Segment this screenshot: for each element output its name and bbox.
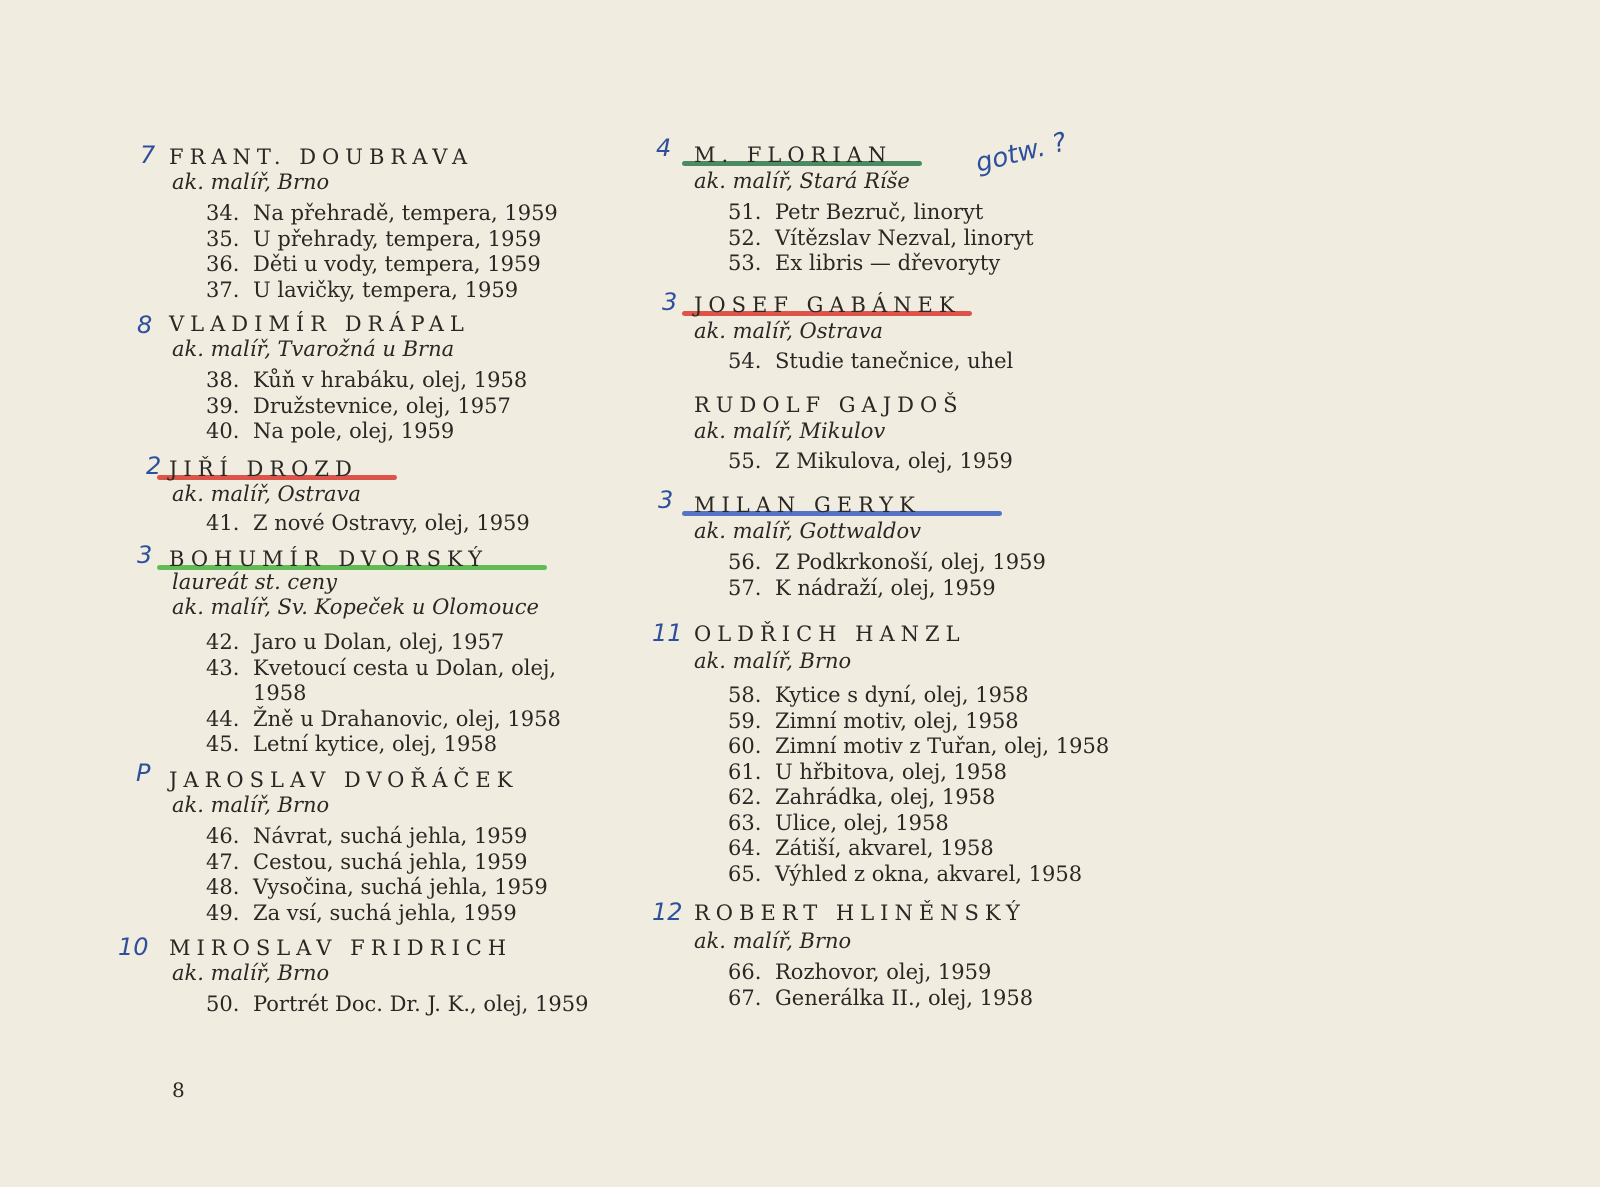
work-title: U přehrady, tempera, 1959 xyxy=(253,226,542,251)
work-title: Generálka II., olej, 1958 xyxy=(775,985,1034,1010)
work-number: 53. xyxy=(728,251,762,275)
works-list xyxy=(206,201,558,303)
work-number: 39. xyxy=(206,393,240,418)
artist-description: ak. malíř, Brno xyxy=(172,961,330,985)
work-title: Petr Bezruč, linoryt xyxy=(775,200,984,224)
work-number: 61. xyxy=(728,759,762,784)
work-number: 66. xyxy=(728,960,762,984)
artist-name-text: FRANT. DOUBRAVA xyxy=(169,145,474,169)
work-item xyxy=(206,278,558,304)
work-title: Letní kytice, olej, 1958 xyxy=(253,732,498,756)
work-number: 50. xyxy=(206,992,240,1016)
works-list xyxy=(728,349,1013,375)
work-item xyxy=(728,862,1109,888)
work-number: 49. xyxy=(206,900,240,925)
work-item xyxy=(728,709,1109,735)
work-number: 51. xyxy=(728,200,762,224)
work-item xyxy=(728,576,1046,602)
artist-name-text: VLADIMÍR DRÁPAL xyxy=(169,312,470,336)
works-list xyxy=(206,511,530,537)
work-title: Z Mikulova, olej, 1959 xyxy=(775,449,1013,473)
handwritten-number: 3 xyxy=(137,541,153,569)
handwritten-number: 8 xyxy=(137,311,153,339)
artist-name-text: MIROSLAV FRIDRICH xyxy=(169,936,513,960)
artist-description: ak. malíř, Gottwaldov xyxy=(694,519,922,543)
works-list xyxy=(206,630,561,758)
artist-name xyxy=(169,456,358,482)
work-item xyxy=(728,683,1109,709)
work-item xyxy=(206,201,558,227)
handwritten-annotation: gotw. ? xyxy=(972,127,1070,179)
artist-name-text: OLDŘICH HANZL xyxy=(694,622,966,646)
work-number: 44. xyxy=(206,706,240,731)
handwritten-number: 7 xyxy=(140,141,156,169)
artist-name-text: MILAN GERYK xyxy=(694,493,921,517)
work-item xyxy=(728,200,1034,226)
work-title: Na přehradě, tempera, 1959 xyxy=(253,201,558,225)
work-item xyxy=(206,707,561,733)
work-number: 38. xyxy=(206,368,240,392)
work-number: 67. xyxy=(728,985,762,1010)
handwritten-number: 3 xyxy=(658,486,674,514)
work-title: Zahrádka, olej, 1958 xyxy=(775,785,996,809)
works-list xyxy=(206,824,548,926)
work-number: 64. xyxy=(728,836,762,860)
work-title: Jaro u Dolan, olej, 1957 xyxy=(253,630,505,654)
work-number: 43. xyxy=(206,655,240,680)
handwritten-number: 4 xyxy=(656,134,672,162)
artist-description: laureát st. ceny xyxy=(172,570,338,594)
work-title: Vysočina, suchá jehla, 1959 xyxy=(253,875,548,899)
work-number: 45. xyxy=(206,732,240,756)
work-title: Zimní motiv z Tuřan, olej, 1958 xyxy=(775,734,1110,758)
work-item xyxy=(206,992,588,1018)
work-number: 41. xyxy=(206,511,240,535)
artist-name xyxy=(694,621,966,647)
artist-name-text: JAROSLAV DVOŘÁČEK xyxy=(169,768,519,792)
artist-name xyxy=(169,546,488,572)
artist-name xyxy=(694,392,964,418)
handwritten-number: P xyxy=(136,759,151,787)
works-list xyxy=(728,449,1013,475)
work-title: Návrat, suchá jehla, 1959 xyxy=(253,824,528,848)
work-item xyxy=(728,785,1109,811)
work-number: 58. xyxy=(728,683,762,707)
work-title-continued: 1958 xyxy=(253,681,307,705)
work-item xyxy=(206,368,527,394)
work-item xyxy=(206,824,548,850)
work-number: 56. xyxy=(728,550,762,574)
artist-name xyxy=(169,935,512,961)
work-number: 62. xyxy=(728,785,762,809)
work-number: 63. xyxy=(728,810,762,835)
artist-description: ak. malíř, Brno xyxy=(694,929,852,953)
artist-name xyxy=(694,900,1026,926)
handwritten-number: 10 xyxy=(118,933,149,961)
work-number: 35. xyxy=(206,226,240,251)
handwritten-number: 12 xyxy=(652,898,683,926)
work-number: 55. xyxy=(728,449,762,473)
works-list xyxy=(728,683,1109,887)
work-item xyxy=(728,349,1013,375)
work-title: K nádraží, olej, 1959 xyxy=(775,575,996,600)
work-title: Děti u vody, tempera, 1959 xyxy=(253,252,541,276)
work-title: U hřbitova, olej, 1958 xyxy=(775,759,1008,784)
work-title: Rozhovor, olej, 1959 xyxy=(775,960,992,984)
handwritten-number: 2 xyxy=(146,452,162,480)
work-title: Zátiší, akvarel, 1958 xyxy=(775,836,994,860)
work-number: 65. xyxy=(728,861,762,886)
works-list xyxy=(728,200,1034,277)
work-title: Kvetoucí cesta u Dolan, olej, xyxy=(253,655,557,680)
work-item xyxy=(728,760,1109,786)
work-item xyxy=(206,850,548,876)
page-number: 8 xyxy=(172,1078,185,1102)
work-title: Kůň v hrabáku, olej, 1958 xyxy=(253,368,528,392)
work-title: Vítězslav Nezval, linoryt xyxy=(775,225,1034,250)
work-title: Žně u Drahanovic, olej, 1958 xyxy=(253,706,561,731)
handwritten-number: 3 xyxy=(662,288,678,316)
works-list xyxy=(206,368,527,445)
artist-description: ak. malíř, Brno xyxy=(694,649,852,673)
work-item xyxy=(728,449,1013,475)
work-item xyxy=(728,811,1109,837)
artist-name xyxy=(694,142,892,168)
work-title: U lavičky, tempera, 1959 xyxy=(253,277,519,302)
work-title: Družstevnice, olej, 1957 xyxy=(253,393,511,418)
work-item xyxy=(206,419,527,445)
work-item xyxy=(728,836,1109,862)
work-item xyxy=(728,960,1033,986)
work-item xyxy=(728,251,1034,277)
work-title: Na pole, olej, 1959 xyxy=(253,419,455,443)
work-number: 60. xyxy=(728,734,762,758)
work-title: Výhled z okna, akvarel, 1958 xyxy=(775,861,1083,886)
artist-name xyxy=(694,492,921,518)
work-title: Kytice s dyní, olej, 1958 xyxy=(775,683,1029,707)
work-number: 48. xyxy=(206,875,240,899)
artist-name-text: RUDOLF GAJDOŠ xyxy=(694,393,964,417)
artist-description: ak. malíř, Sv. Kopeček u Olomouce xyxy=(172,595,539,619)
work-item xyxy=(728,986,1033,1012)
work-item xyxy=(206,630,561,656)
work-item xyxy=(206,511,530,537)
work-title: Ex libris — dřevoryty xyxy=(775,251,1001,275)
artist-name xyxy=(694,292,961,318)
work-title: Portrét Doc. Dr. J. K., olej, 1959 xyxy=(253,992,589,1016)
work-title: Z nové Ostravy, olej, 1959 xyxy=(253,511,530,535)
artist-name xyxy=(169,767,518,793)
work-title: Zimní motiv, olej, 1958 xyxy=(775,708,1019,733)
work-item xyxy=(728,550,1046,576)
works-list xyxy=(728,550,1046,601)
work-number: 34. xyxy=(206,201,240,225)
artist-name-text: JOSEF GABÁNEK xyxy=(694,293,961,317)
work-item xyxy=(206,901,548,927)
artist-description: ak. malíř, Brno xyxy=(172,793,330,817)
work-number: 52. xyxy=(728,225,762,250)
artist-description: ak. malíř, Stará Ríše xyxy=(694,169,910,193)
artist-name xyxy=(169,144,473,170)
artist-name-text: ROBERT HLINĚNSKÝ xyxy=(694,901,1026,925)
artist-name xyxy=(169,311,470,337)
work-title: Cestou, suchá jehla, 1959 xyxy=(253,849,528,874)
artist-description: ak. malíř, Ostrava xyxy=(694,319,883,343)
work-title: Za vsí, suchá jehla, 1959 xyxy=(253,900,517,925)
artist-name-text: BOHUMÍR DVORSKÝ xyxy=(169,547,489,571)
work-number: 54. xyxy=(728,349,762,373)
work-item xyxy=(206,875,548,901)
work-number: 59. xyxy=(728,708,762,733)
artist-description: ak. malíř, Brno xyxy=(172,170,330,194)
work-item xyxy=(728,226,1034,252)
work-number: 47. xyxy=(206,849,240,874)
work-item xyxy=(206,394,527,420)
work-number: 46. xyxy=(206,824,240,848)
work-title: Ulice, olej, 1958 xyxy=(775,810,949,835)
work-number: 36. xyxy=(206,252,240,276)
work-number: 37. xyxy=(206,277,240,302)
work-number: 40. xyxy=(206,419,240,443)
work-title: Z Podkrkonoší, olej, 1959 xyxy=(775,550,1046,574)
artist-description: ak. malíř, Mikulov xyxy=(694,419,886,443)
work-item xyxy=(206,732,561,758)
handwritten-number: 11 xyxy=(652,619,683,647)
work-number: 42. xyxy=(206,630,240,654)
works-list xyxy=(206,992,588,1018)
work-title: Studie tanečnice, uhel xyxy=(775,349,1014,373)
artist-name-text: JIŘÍ DROZD xyxy=(169,457,358,481)
work-item xyxy=(728,734,1109,760)
artist-name-text: M. FLORIAN xyxy=(694,143,893,167)
work-item xyxy=(206,227,558,253)
artist-description: ak. malíř, Ostrava xyxy=(172,482,361,506)
work-item xyxy=(206,252,558,278)
artist-description: ak. malíř, Tvarožná u Brna xyxy=(172,337,455,361)
work-item xyxy=(206,656,561,707)
works-list xyxy=(728,960,1033,1011)
work-number: 57. xyxy=(728,575,762,600)
